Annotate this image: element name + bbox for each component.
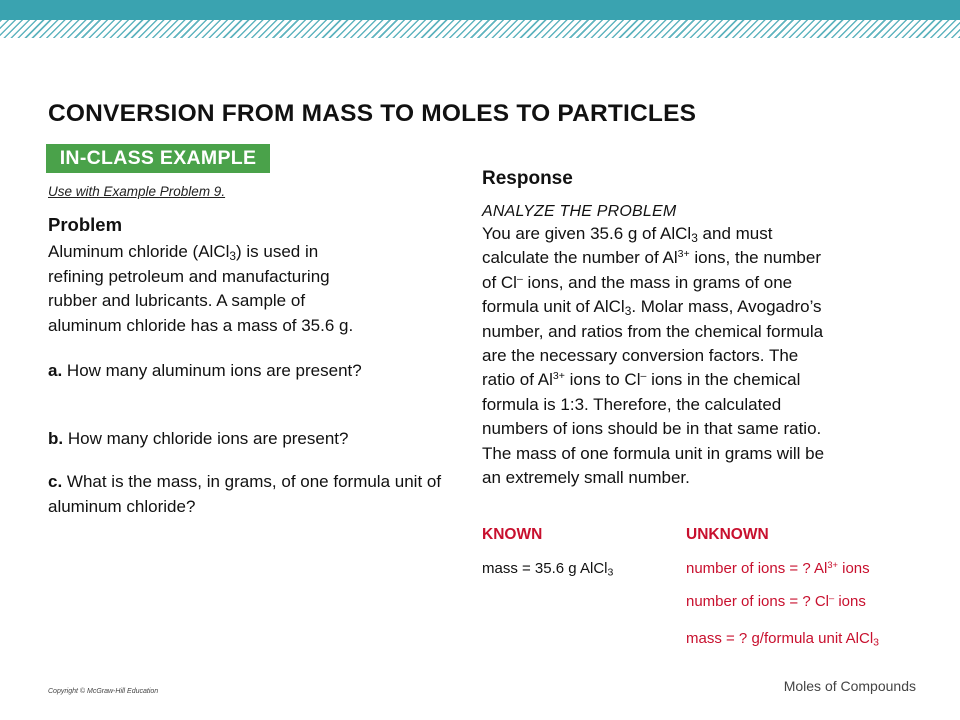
unknown-cl-ions: number of ions = ? Cl– ions (686, 592, 866, 610)
copyright-notice: Copyright © McGraw-Hill Education (48, 688, 159, 695)
problem-line-4: aluminum chloride has a mass of 35.6 g. (48, 315, 354, 335)
footer-chapter-title: Moles of Compounds (783, 678, 916, 694)
question-c: c. What is the mass, in grams, of one formula unit of aluminum chloride? (48, 472, 442, 516)
header-hatch-pattern (0, 20, 960, 38)
known-label: KNOWN (482, 526, 543, 543)
unknown-mass: mass = ? g/formula unit AlCl$_3$ (686, 630, 880, 649)
use-with-note: Use with Example Problem 9. (48, 184, 226, 199)
in-class-example-badge: IN-CLASS EXAMPLE (46, 144, 270, 173)
response-text: You are given 35.6 g of AlCl$_3$ and must calculate the number of $Al^{3+}$ ions, the number of Cl– ions, and the mass in grams of one formula unit of AlCl$_3$. Molar mass, Avogadro’s number, and ratios from the chemical formula are the necessary conversion factors. The ratio of $Al^{3+}$ ions to Cl– ions in the chemical formula is 1:3. Therefore, the calculated numbers of ions should be in that same ratio. The mass of one formula unit in grams will be an extremely small number. (482, 224, 825, 488)
analyze-heading: ANALYZE THE PROBLEM (482, 203, 677, 220)
unknown-label: UNKNOWN (686, 526, 769, 543)
header-band (0, 0, 960, 20)
problem-heading: Problem (48, 214, 123, 235)
unknown-al-ions: number of ions = ? $Al^{3+}$ ions (686, 559, 870, 577)
problem-line-2: refining petroleum and manufacturing (48, 266, 330, 286)
problem-line-3: rubber and lubricants. A sample of (48, 291, 306, 310)
problem-line-1: Aluminum chloride (AlCl$_3$) is used in (48, 242, 319, 263)
slide-title: CONVERSION FROM MASS TO MOLES TO PARTICLES (48, 100, 697, 127)
known-mass: mass = 35.6 g AlCl$_3$ (482, 560, 614, 579)
question-a: a. How many aluminum ions are present? (48, 361, 362, 380)
response-heading: Response (482, 168, 573, 189)
problem-text (48, 240, 448, 338)
question-b: b. How many chloride ions are present? (48, 429, 349, 448)
